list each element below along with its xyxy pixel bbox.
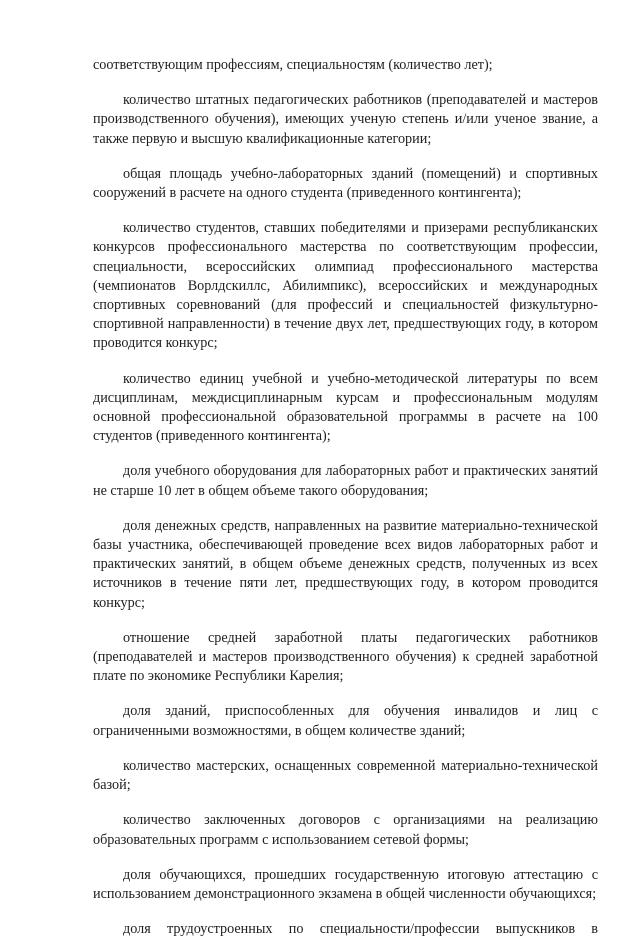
paragraph-salary-ratio: отношение средней заработной платы педагогических работников (преподавателей и мастеров производственного обучения) к средней заработной плате по экономике Республики Карелия; [93,629,598,685]
paragraph-building-area: общая площадь учебно-лабораторных зданий (помещений) и спортивных сооружений в расчете на одного студента (приведенного контингента); [93,165,598,202]
paragraph-continuation: соответствующим профессиям, специальностям (количество лет); [93,57,493,73]
paragraph-demo-exam: доля обучающихся, прошедших государственную итоговую аттестацию с использованием демонстрационного экзамена в общей численности обучающихся; [93,866,598,902]
paragraph-employment: доля трудоустроенных по специальности/профессии выпускников в [123,921,598,938]
paragraph-staff-count: количество штатных педагогических работников (преподавателей и мастеров производственного обучения), имеющих ученую степень и/или ученое звание, а также первую и высшую квалификационные категории; [93,92,598,147]
paragraph-literature-units: количество единиц учебной и учебно-методической литературы по всем дисциплинам, междисциплинарным курсам и профессиональным модулям основной профессиональной образовательной программы в расчете на 100 студентов (приведенного контингента); [93,370,598,445]
paragraph-accessible-buildings: доля зданий, приспособленных для обучения инвалидов и лиц с ограниченными возможностями, в общем количестве зданий; [93,703,598,739]
paragraph-equipment-share: доля учебного оборудования для лабораторных работ и практических занятий не старше 10 лет в общем объеме такого оборудования; [93,463,598,499]
paragraph-funds-share: доля денежных средств, направленных на развитие материально-технической базы участника, обеспечивающей проведение всех видов лабораторных работ и практических занятий, в общем объеме денежных средств, полученных из всех источников в течение пяти лет, предшествующих году, в котором проводится конкурс; [93,517,598,611]
paragraph-workshops: количество мастерских, оснащенных современной материально-технической базой; [93,757,598,794]
document-body [93,56,598,939]
paragraph-competition-winners: количество студентов, ставших победителями и призерами республиканских конкурсов профессионального мастерства по соответствующим профессии, специальности, всероссийских олимпиад профессионального мастерства (чемпионатов Ворлдскиллс, Абилимпикс), всероссийских и международных спортивных соревнований (для профессий и специальностей физкультурно-спортивной направленности) в течение двух лет, предшествующих году, в котором проводится конкурс; [93,220,598,352]
paragraph-network-contracts: количество заключенных договоров с организациями на реализацию образовательных программ с использованием сетевой формы; [93,812,598,848]
